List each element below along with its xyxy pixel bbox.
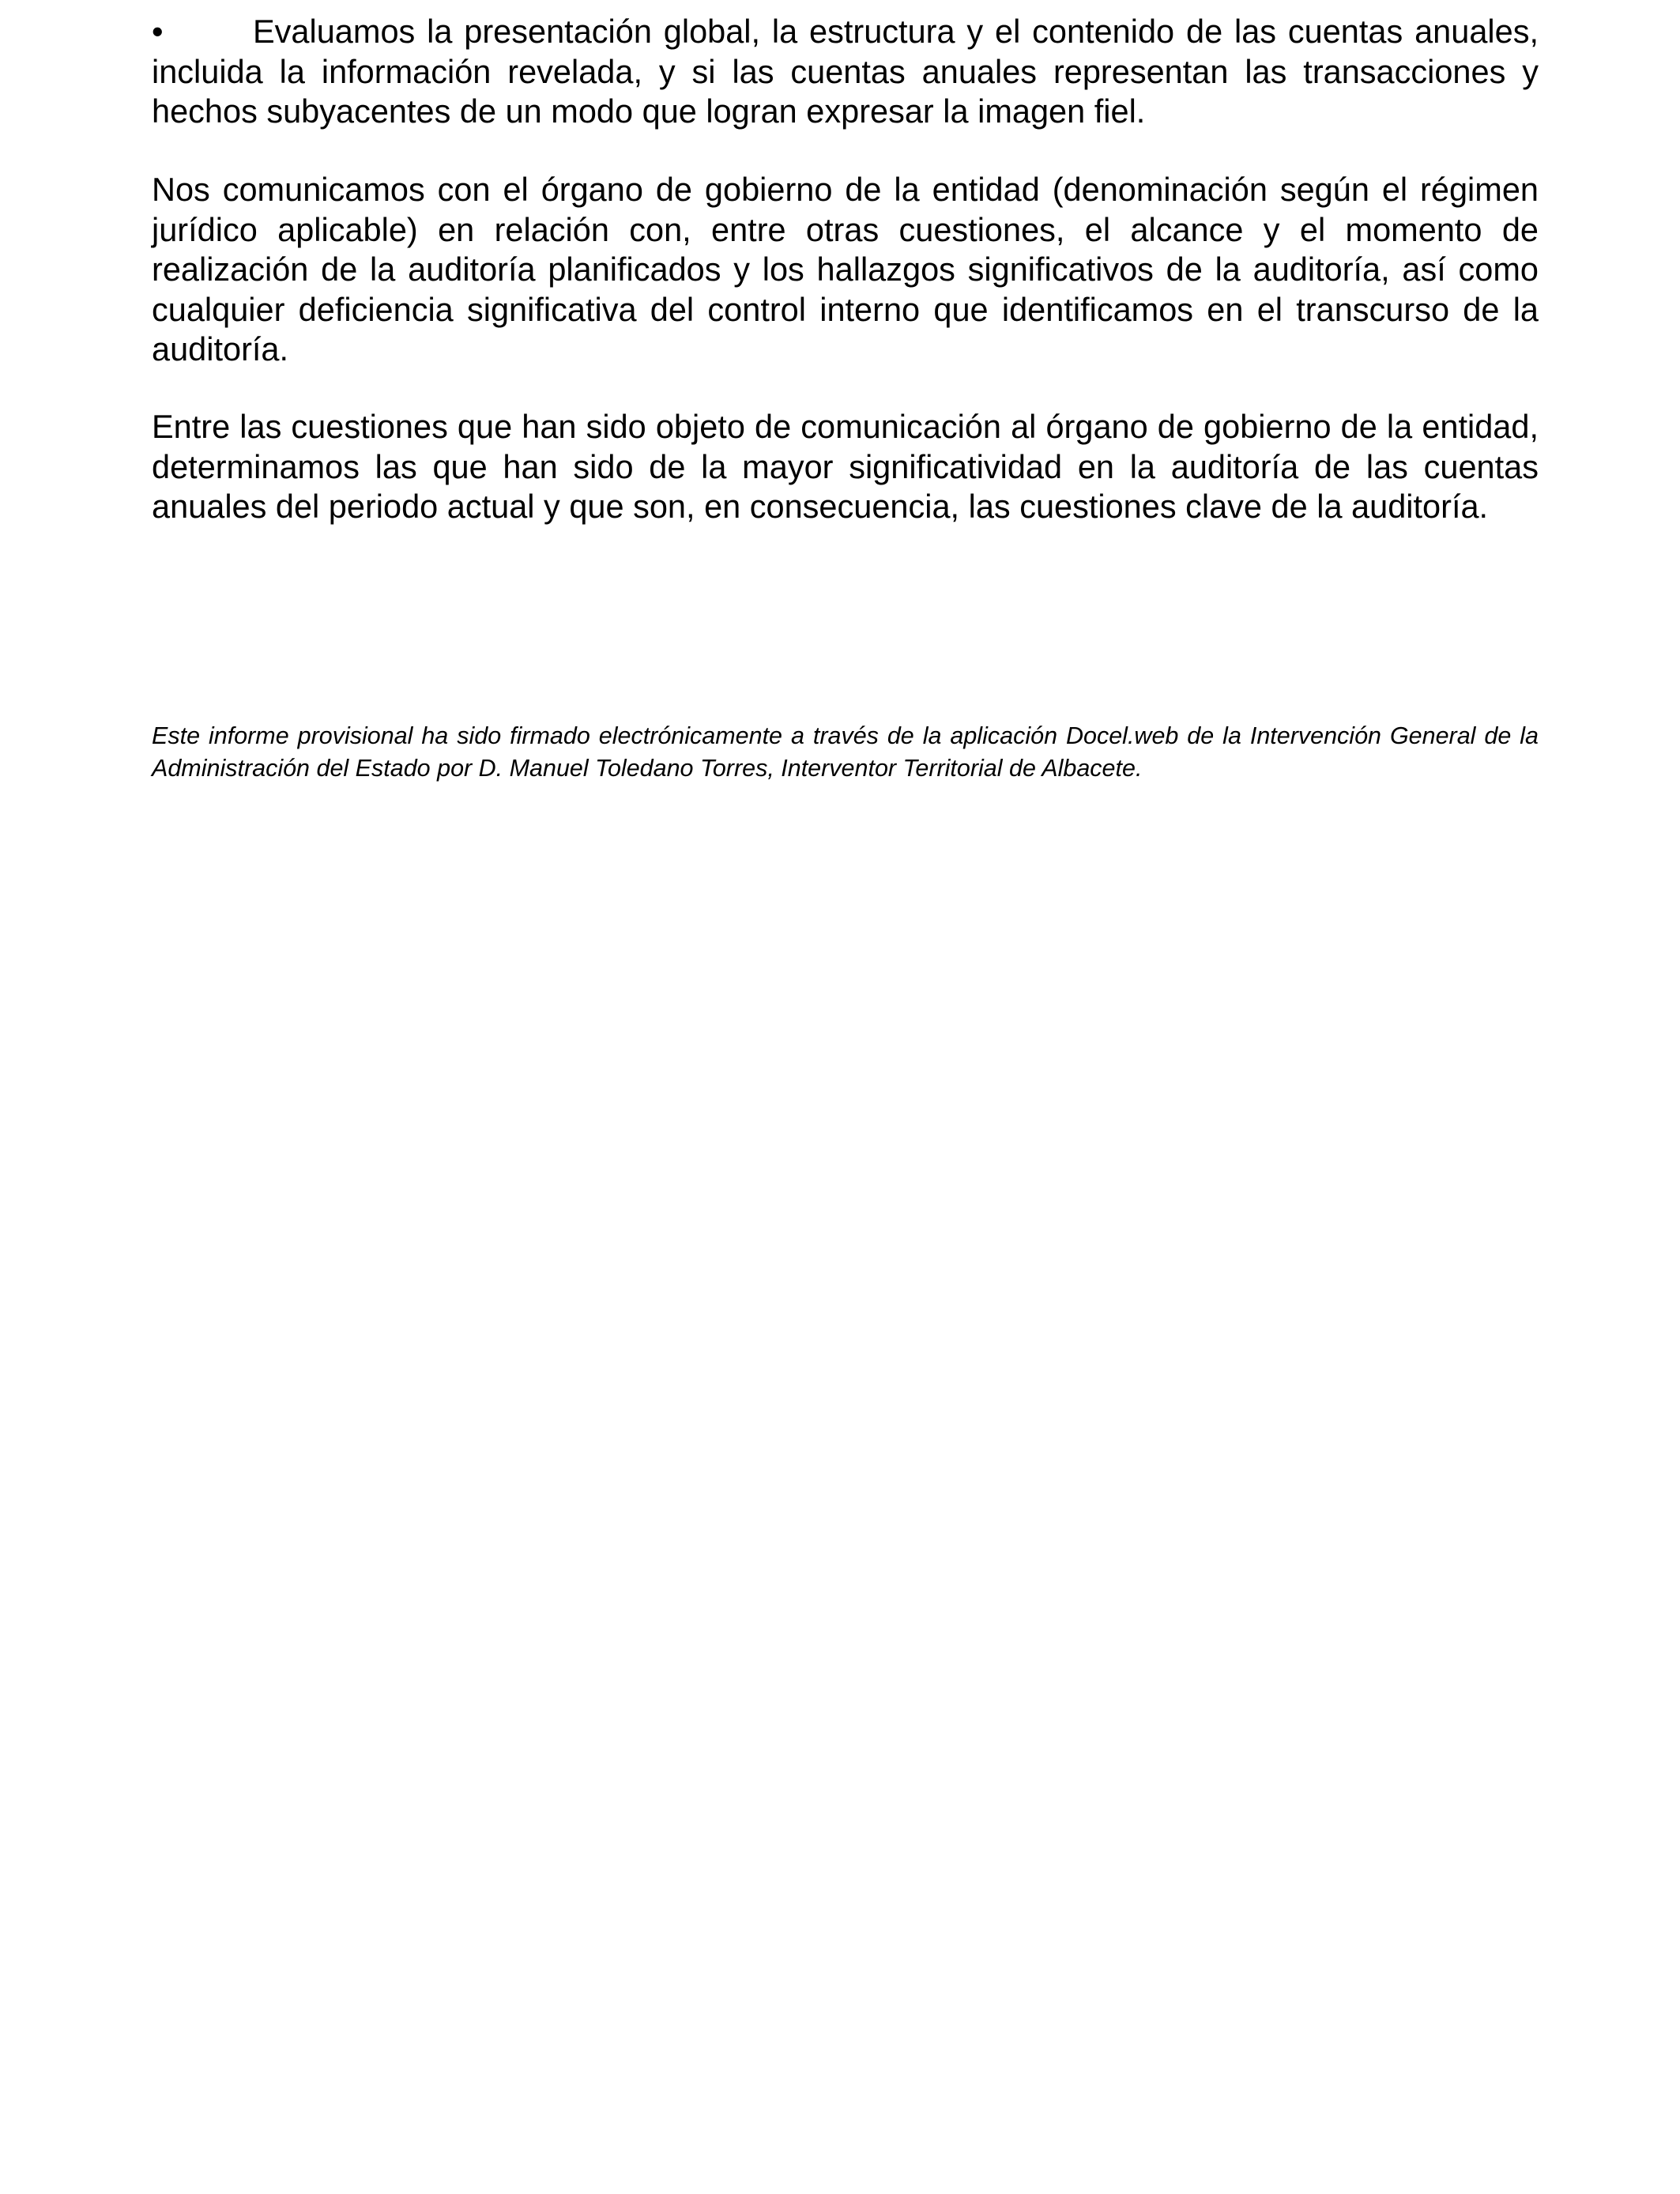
- bullet-marker: •: [152, 13, 164, 50]
- communication-paragraph: Nos comunicamos con el órgano de gobierno de la entidad (denominación según el régimen jurídico aplicable) en relación con, entre otras cuestiones, el alcance y el momento de realización de la auditoría planificados y los hallazgos significativos de la auditoría, así como cualquier deficiencia significativa del control interno que identificamos en el transcurso de la auditoría.: [152, 171, 1539, 368]
- bullet-paragraph: [152, 12, 1539, 132]
- key-audit-matters-paragraph: Entre las cuestiones que han sido objeto de comunicación al órgano de gobierno de la entidad, determinamos las que han sido de la mayor significatividad en la auditoría de las cuentas anuales del periodo actual y que son, en consecuencia, las cuestiones clave de la auditoría.: [152, 408, 1539, 525]
- bullet-paragraph-text: Evaluamos la presentación global, la estructura y el contenido de las cuentas anuales, incluida la información revelada, y si las cuentas anuales representan las transacciones y hechos subyacentes de un modo que logran expresar la imagen fiel.: [152, 13, 1539, 130]
- electronic-signature-note: Este informe provisional ha sido firmado electrónicamente a través de la aplicación Docel.web de la Intervención General de la Administración del Estado por D. Manuel Toledano Torres, Interventor Territorial de Albacete.: [152, 722, 1539, 782]
